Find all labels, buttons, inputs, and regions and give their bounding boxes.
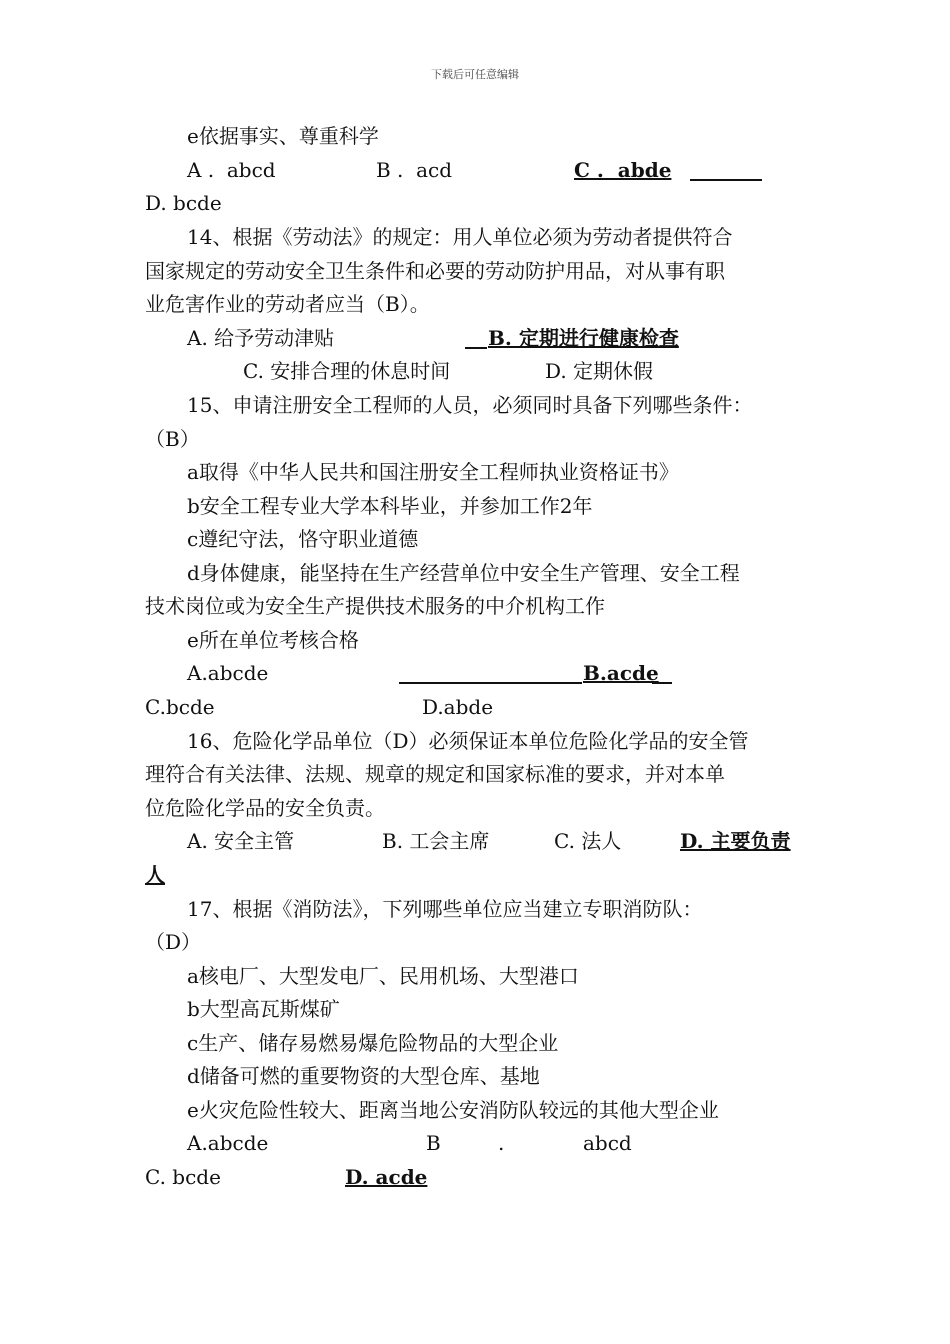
answer-underline — [690, 179, 762, 181]
choice-a: A. 安全主管 — [187, 829, 295, 853]
answer-underline — [465, 347, 487, 349]
option-item-a: a核电厂、大型发电厂、民用机场、大型港口 — [187, 964, 579, 988]
question-14-line2: 国家规定的劳动安全卫生条件和必要的劳动防护用品，对从事有职 — [145, 259, 725, 283]
choice-a: A.abcde — [187, 1131, 269, 1155]
answer-underline — [652, 682, 672, 684]
choice-b-dot: . — [498, 1131, 505, 1155]
choice-d: D. 定期休假 — [545, 359, 654, 383]
choice-a: A.abcde — [187, 661, 269, 685]
option-item-c: c生产、储存易燃易爆危险物品的大型企业 — [187, 1031, 559, 1055]
question-16-line2: 理符合有关法律、法规、规章的规定和国家标准的要求，并对本单 — [145, 762, 725, 786]
option-item-c: c遵纪守法，恪守职业道德 — [187, 527, 419, 551]
question-17-answer-mark: （D） — [145, 930, 202, 954]
choice-b-answer: B. 定期进行健康检查 — [488, 326, 679, 350]
choice-d-answer-cont: 人 — [145, 863, 165, 887]
option-item-b: b安全工程专业大学本科毕业，并参加工作2年 — [187, 494, 593, 518]
choice-c: C. 安排合理的休息时间 — [243, 359, 451, 383]
choice-d: D. bcde — [145, 191, 222, 215]
choice-c: C. bcde — [145, 1165, 221, 1189]
question-14: 14、根据《劳动法》的规定：用人单位必须为劳动者提供符合 — [187, 225, 733, 249]
answer-underline — [399, 682, 582, 684]
page-header: 下载后可任意编辑 — [431, 68, 519, 81]
question-15: 15、申请注册安全工程师的人员，必须同时具备下列哪些条件： — [187, 393, 753, 417]
option-item-d: d储备可燃的重要物资的大型仓库、基地 — [187, 1064, 540, 1088]
option-item-e: e火灾危险性较大、距离当地公安消防队较远的其他大型企业 — [187, 1098, 719, 1122]
choice-a: A. 给予劳动津贴 — [187, 326, 335, 350]
choice-b: B. 工会主席 — [382, 829, 490, 853]
choice-d-answer: D. 主要负责 — [680, 829, 791, 853]
question-16: 16、危险化学品单位（D）必须保证本单位危险化学品的安全管 — [187, 729, 749, 753]
option-item-e: e依据事实、尊重科学 — [187, 124, 379, 148]
choice-a: A . abcd — [187, 158, 276, 182]
question-17: 17、根据《消防法》，下列哪些单位应当建立专职消防队： — [187, 897, 703, 921]
choice-b-letter: B — [426, 1131, 441, 1155]
option-item-d: d身体健康，能坚持在生产经营单位中安全生产管理、安全工程 — [187, 561, 740, 585]
choice-c-answer: C . abde — [574, 158, 672, 182]
option-item-e: e所在单位考核合格 — [187, 628, 359, 652]
option-item-d-cont: 技术岗位或为安全生产提供技术服务的中介机构工作 — [145, 594, 605, 618]
question-15-answer-mark: （B） — [145, 427, 200, 451]
choice-c: C.bcde — [145, 695, 215, 719]
choice-b: B . acd — [376, 158, 453, 182]
choice-d: D.abde — [422, 695, 494, 719]
choice-b: abcd — [583, 1131, 632, 1155]
choice-d-answer: D. acde — [345, 1165, 428, 1189]
choice-c: C. 法人 — [554, 829, 622, 853]
option-item-a: a取得《中华人民共和国注册安全工程师执业资格证书》 — [187, 460, 679, 484]
option-item-b: b大型高瓦斯煤矿 — [187, 997, 340, 1021]
question-14-line3: 业危害作业的劳动者应当（B）。 — [145, 292, 430, 316]
question-16-line3: 位危险化学品的安全负责。 — [145, 796, 385, 820]
choice-b-answer: B.acde — [583, 661, 659, 685]
